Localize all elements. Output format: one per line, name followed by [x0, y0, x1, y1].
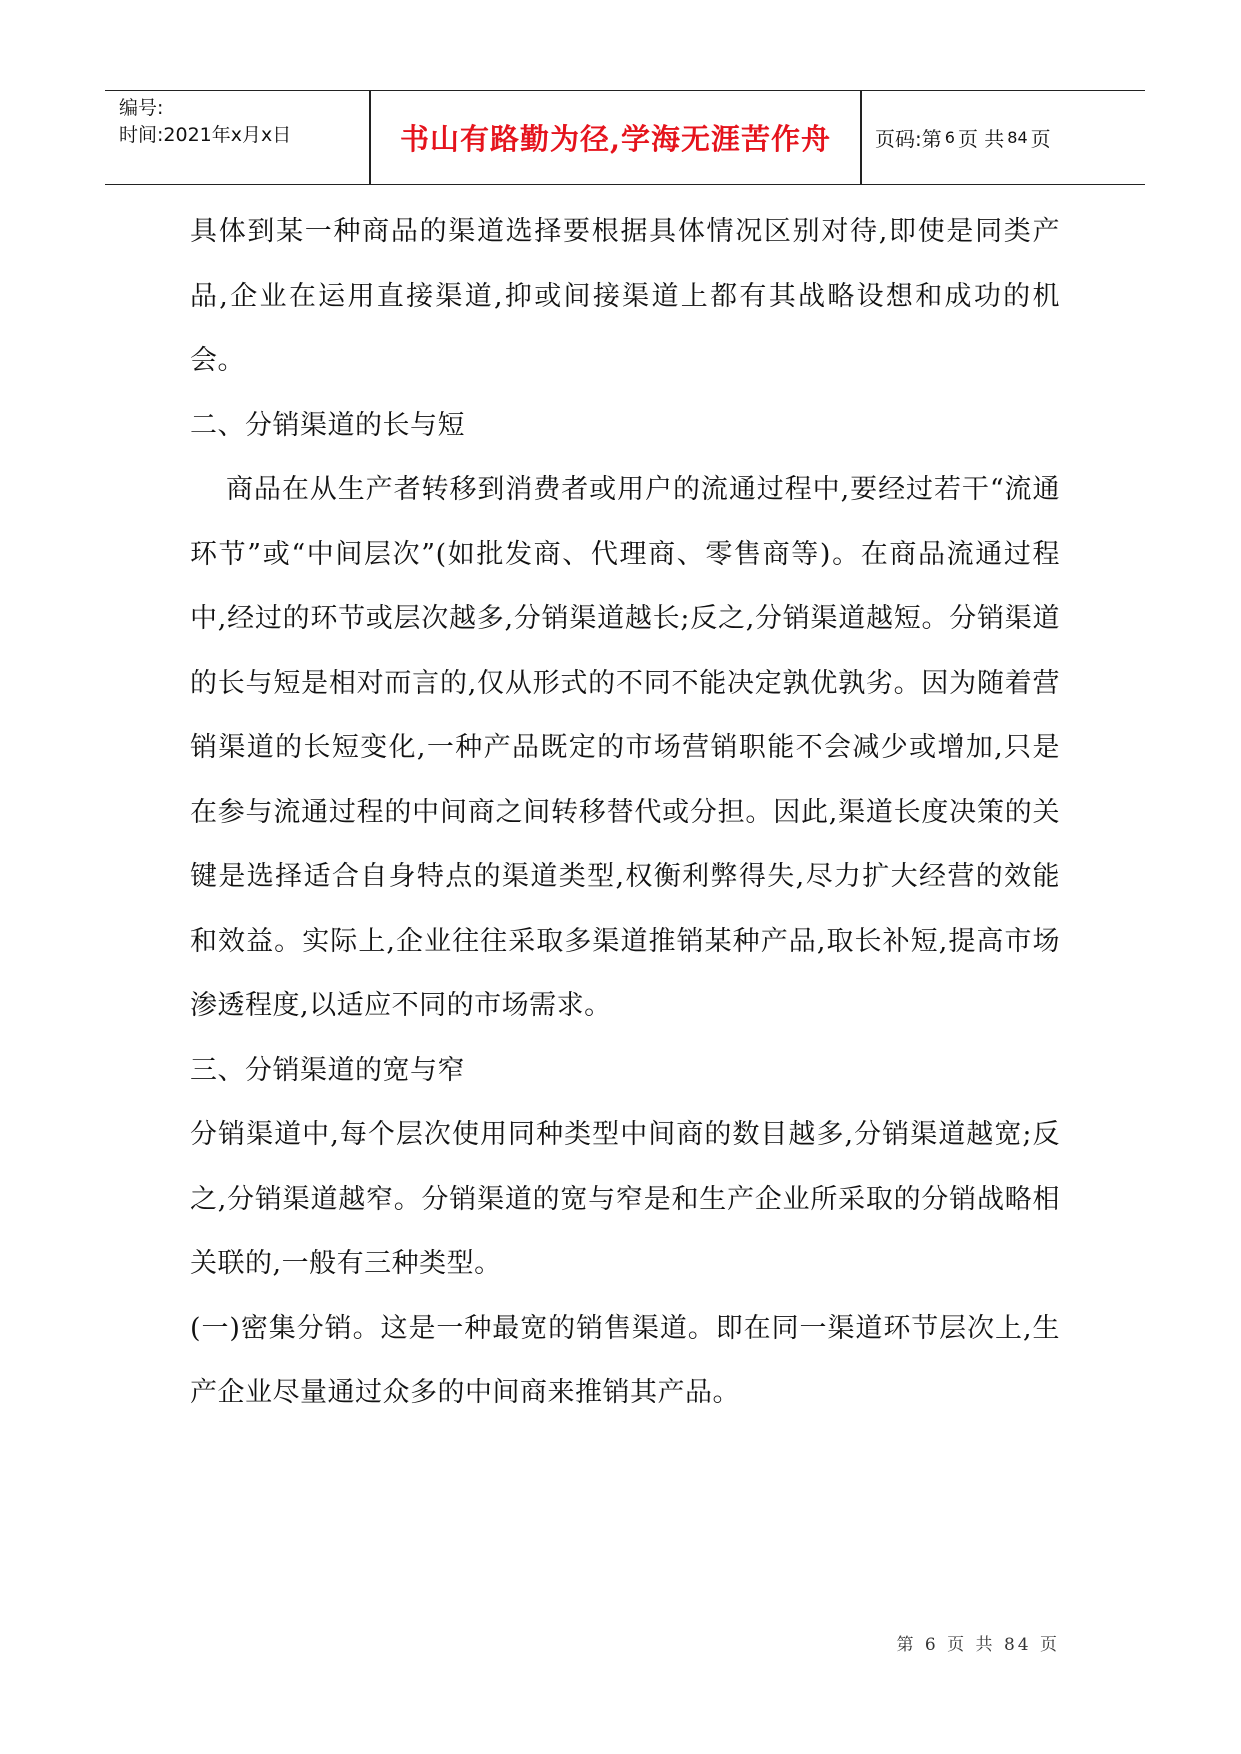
page-footer: 第 6 页 共 84 页	[896, 1635, 1060, 1655]
paragraph: (一)密集分销。这是一种最宽的销售渠道。即在同一渠道环节层次上,生产企业尽量通过众多的中间商来推销其产品。	[190, 1312, 1060, 1408]
page-suffix: 页	[1030, 127, 1051, 151]
header-divider-right	[860, 91, 862, 184]
paragraph: 商品在从生产者转移到消费者或用户的流通过程中,要经过若干“流通环节”或“中间层次”(如批发商、代理商、零售商等)。在商品流通过程中,经过的环节或层次越多,分销渠道越长;反之,分销渠道越短。分销渠道的长与短是相对而言的,仅从形式的不同不能决定孰优孰劣。因为随着营销渠道的长短变化,一种产品既定的市场营销职能不会减少或增加,只是在参与流通过程的中间商之间转移替代或分担。因此,渠道长度决策的关键是选择适合自身特点的渠道类型,权衡利弊得失,尽力扩大经营的效能和效益。实际上,企业往往采取多渠道推销某种产品,取长补短,提高市场渗透程度,以适应不同的市场需求。	[190, 474, 1060, 1021]
section-heading: 二、分销渠道的长与短	[190, 409, 465, 441]
page-middle: 页 共	[957, 127, 1005, 151]
document-number-label: 编号:	[119, 97, 164, 119]
header-motto: 书山有路勤为径,学海无涯苦作舟	[399, 122, 832, 156]
page-prefix: 页码:第	[875, 127, 942, 151]
paragraph: 具体到某一种商品的渠道选择要根据具体情况区别对待,即使是同类产品,企业在运用直接渠道,抑或间接渠道上都有其战略设想和成功的机会。	[190, 216, 1060, 376]
section-heading: 三、分销渠道的宽与窄	[190, 1054, 465, 1086]
document-time-label: 时间:2021年x月x日	[119, 124, 292, 146]
header-page-indicator	[875, 91, 1051, 184]
document-body	[190, 200, 1060, 1426]
page-header	[105, 90, 1145, 185]
header-meta	[119, 95, 369, 149]
paragraph: 分销渠道中,每个层次使用同种类型中间商的数目越多,分销渠道越宽;反之,分销渠道越窄。分销渠道的宽与窄是和生产企业所采取的分销战略相关联的,一般有三种类型。	[190, 1119, 1060, 1279]
page-total: 84	[1007, 128, 1028, 147]
page-current: 6	[944, 128, 955, 147]
